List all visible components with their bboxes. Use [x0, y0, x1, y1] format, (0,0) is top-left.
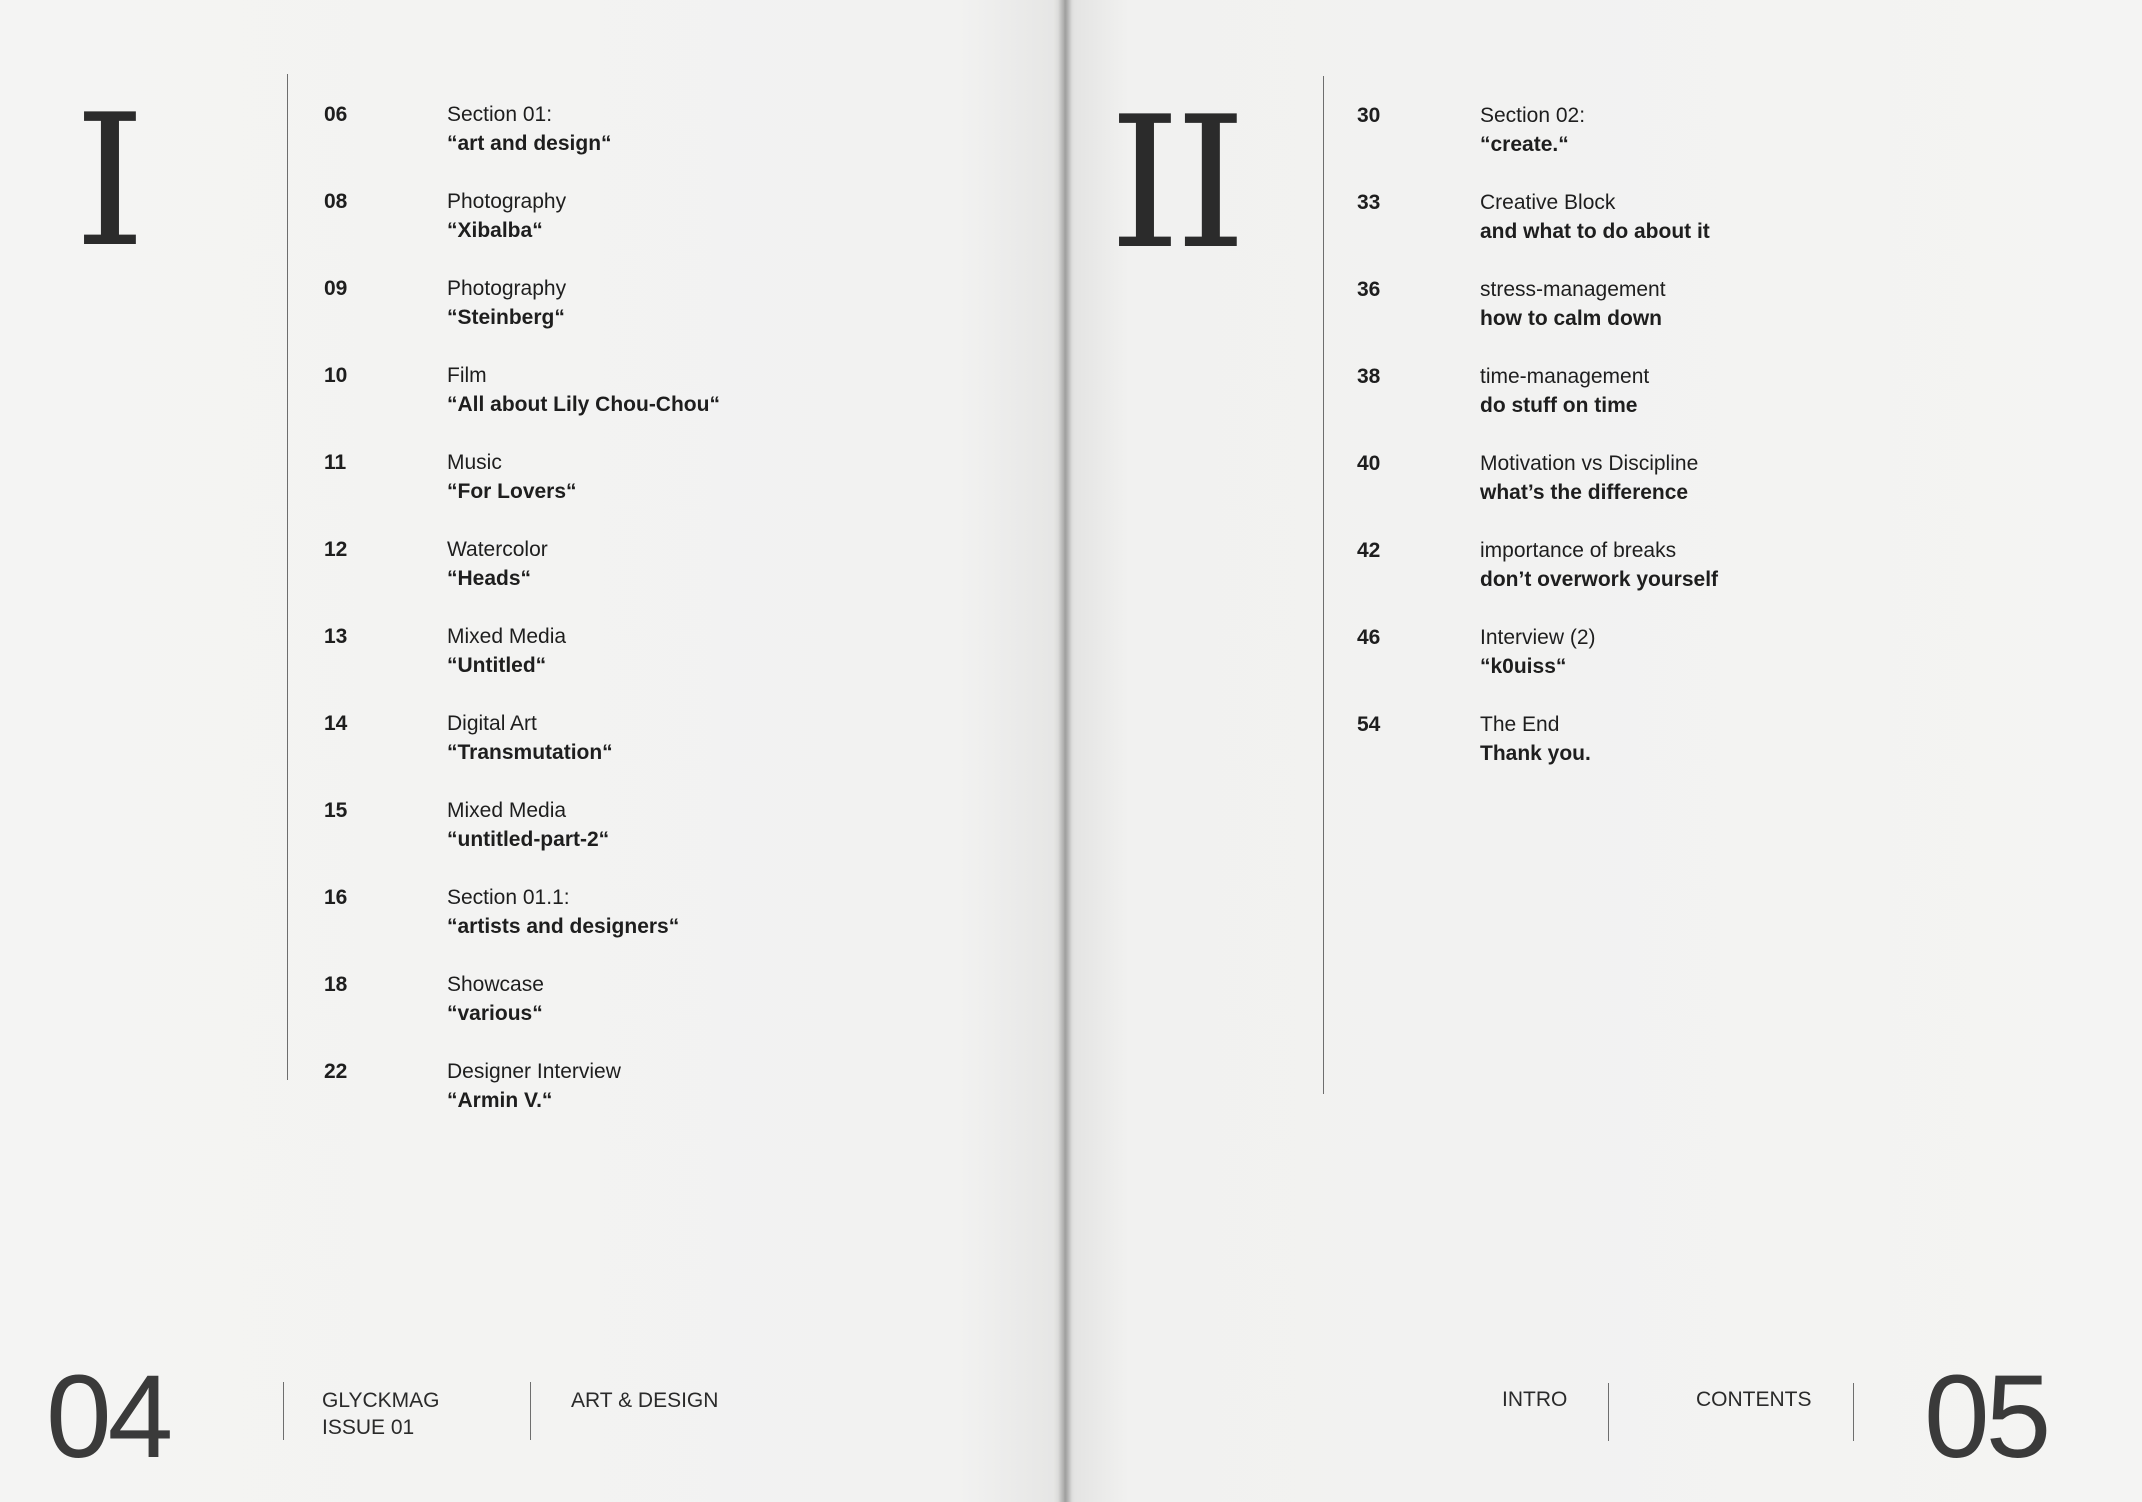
- toc-title: “Xibalba“: [447, 219, 543, 242]
- toc-title: “art and design“: [447, 132, 612, 155]
- toc-title: “k0uiss“: [1480, 655, 1567, 678]
- toc-title: Thank you.: [1480, 742, 1591, 765]
- footer-divider: [1608, 1383, 1609, 1441]
- section-numeral-ii: II: [1109, 77, 1241, 289]
- toc-title: “Steinberg“: [447, 306, 565, 329]
- toc-title: “untitled-part-2“: [447, 828, 610, 851]
- toc-category: Motivation vs Discipline: [1480, 452, 1699, 475]
- toc-page-number: 11: [324, 451, 347, 474]
- toc-page-number: 22: [324, 1060, 348, 1083]
- toc-page-number: 06: [324, 103, 348, 126]
- toc-category: Photography: [447, 277, 567, 300]
- toc-page-number: 54: [1357, 713, 1381, 736]
- toc-category: stress-management: [1480, 278, 1666, 301]
- toc-title: “various“: [447, 1002, 543, 1025]
- toc-category: importance of breaks: [1480, 539, 1677, 562]
- page-folio-left: 04: [46, 1351, 170, 1483]
- toc-category: Mixed Media: [447, 625, 567, 648]
- toc-page-number: 09: [324, 277, 348, 300]
- toc-title: don’t overwork yourself: [1480, 568, 1719, 591]
- toc-page-number: 16: [324, 886, 348, 909]
- toc-category: Film: [447, 364, 487, 387]
- toc-category: Photography: [447, 190, 567, 213]
- toc-category: Interview (2): [1480, 626, 1596, 649]
- toc-category: Digital Art: [447, 712, 537, 735]
- toc-title: and what to do about it: [1480, 220, 1710, 243]
- left-page: [0, 0, 1064, 1502]
- toc-category: Section 02:: [1480, 104, 1586, 127]
- footer-issue: ISSUE 01: [322, 1416, 415, 1439]
- toc-page-number: 15: [324, 799, 348, 822]
- toc-title: “All about Lily Chou-Chou“: [447, 393, 720, 416]
- spine-gutter-shadow: [1058, 0, 1072, 1502]
- toc-category: time-management: [1480, 365, 1650, 388]
- toc-category: Section 01:: [447, 103, 553, 126]
- footer-topic: ART & DESIGN: [571, 1389, 719, 1412]
- footer-divider: [530, 1382, 531, 1440]
- toc-page-number: 10: [324, 364, 348, 387]
- toc-title: “Untitled“: [447, 654, 547, 677]
- toc-page-number: 14: [324, 712, 348, 735]
- toc-page-number: 18: [324, 973, 348, 996]
- toc-title: “artists and designers“: [447, 915, 680, 938]
- toc-page-number: 33: [1357, 191, 1381, 214]
- toc-page-number: 42: [1357, 539, 1381, 562]
- toc-category: Showcase: [447, 973, 544, 996]
- footer-divider: [283, 1382, 284, 1440]
- toc-title: “create.“: [1480, 133, 1569, 156]
- footer-contents-label: CONTENTS: [1696, 1388, 1812, 1411]
- toc-page-number: 12: [324, 538, 348, 561]
- toc-title: “Armin V.“: [447, 1089, 553, 1112]
- toc-page-number: 08: [324, 190, 348, 213]
- toc-page-number: 40: [1357, 452, 1381, 475]
- toc-divider-left: [287, 74, 288, 1080]
- toc-title: “For Lovers“: [447, 480, 577, 503]
- toc-category: Creative Block: [1480, 191, 1616, 214]
- toc-page-number: 13: [324, 625, 348, 648]
- toc-title: “Transmutation“: [447, 741, 613, 764]
- footer-magazine-name: GLYCKMAG: [322, 1389, 440, 1412]
- toc-page-number: 46: [1357, 626, 1381, 649]
- toc-title: what’s the difference: [1480, 481, 1689, 504]
- toc-page-number: 36: [1357, 278, 1381, 301]
- toc-category: Music: [447, 451, 502, 474]
- page-folio-right: 05: [1924, 1351, 2048, 1483]
- section-numeral-i: I: [74, 75, 142, 287]
- toc-category: Section 01.1:: [447, 886, 570, 909]
- toc-page-number: 38: [1357, 365, 1381, 388]
- toc-title: how to calm down: [1480, 307, 1662, 330]
- toc-category: Mixed Media: [447, 799, 567, 822]
- toc-category: Designer Interview: [447, 1060, 621, 1083]
- toc-title: do stuff on time: [1480, 394, 1638, 417]
- toc-category: The End: [1480, 713, 1560, 736]
- right-page: [1064, 0, 2142, 1502]
- toc-category: Watercolor: [447, 538, 548, 561]
- footer-divider: [1853, 1383, 1854, 1441]
- toc-title: “Heads“: [447, 567, 532, 590]
- toc-page-number: 30: [1357, 104, 1381, 127]
- toc-divider-right: [1323, 76, 1324, 1094]
- footer-intro-label: INTRO: [1502, 1388, 1568, 1411]
